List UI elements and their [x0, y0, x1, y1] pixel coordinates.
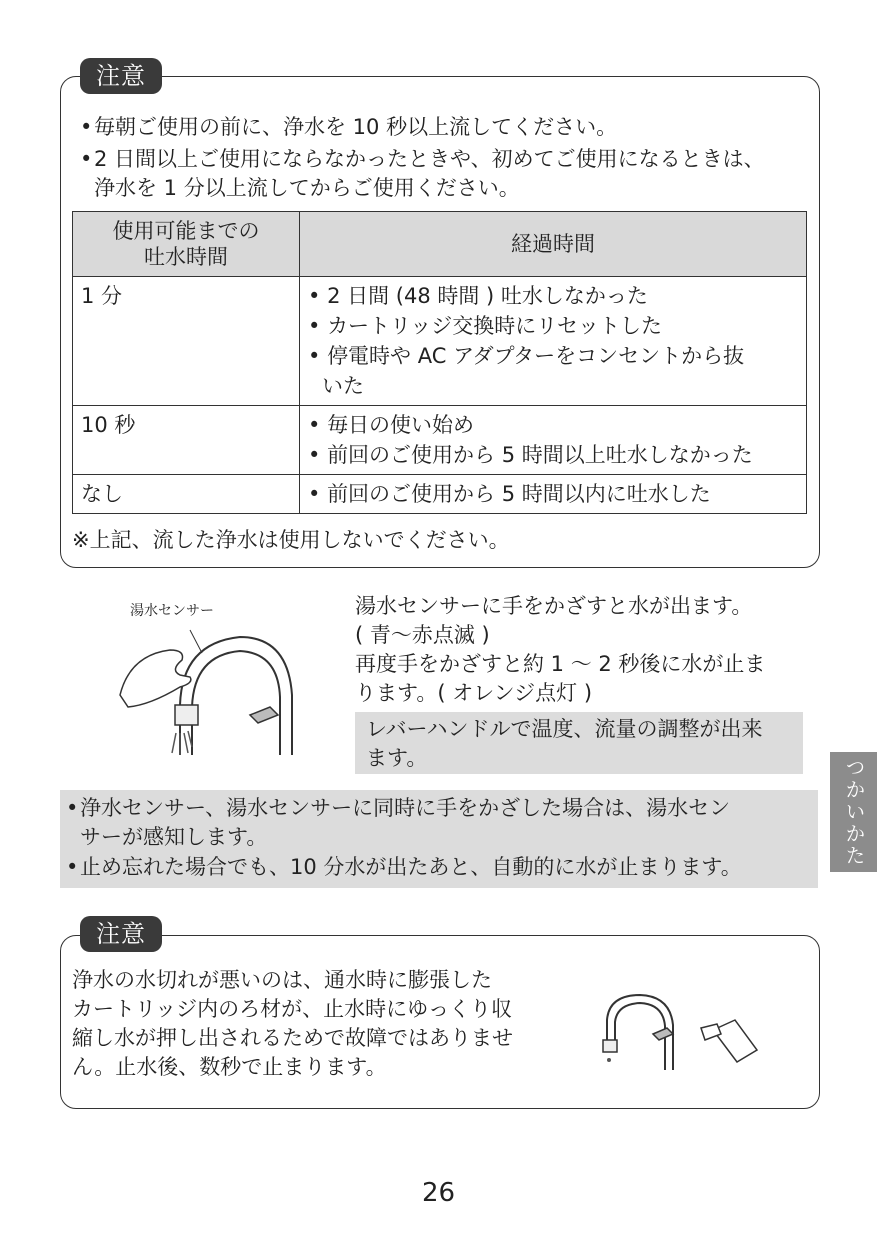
- table-header-time: 使用可能までの 吐水時間: [73, 212, 300, 277]
- table-cell-items: • 前回のご使用から 5 時間以内に吐水した: [300, 475, 807, 514]
- lever-note-2: ます。: [366, 746, 428, 770]
- caution2-line-1: 浄水の水切れが悪いのは、通水時に膨張した: [72, 968, 492, 992]
- table-row: [73, 277, 807, 406]
- sensor-label: 湯水センサー: [130, 603, 214, 619]
- table-cell-time: 10 秒: [73, 406, 300, 475]
- faucet-hand-illustration: [110, 615, 310, 765]
- sensor-desc-2: ( 青～赤点滅 ): [355, 623, 490, 647]
- caution1-bullet-2-cont: 浄水を 1 分以上流してからご使用ください。: [94, 176, 520, 200]
- page-number: 26: [421, 1178, 456, 1208]
- elapsed-time-table: [72, 211, 807, 514]
- sensor-desc-1: 湯水センサーに手をかざすと水が出ます。: [355, 594, 753, 618]
- caution-tag-2: 注意: [80, 916, 162, 952]
- caution1-bullet-2: •2 日間以上ご使用にならなかったときや、初めてご使用になるときは、: [80, 147, 765, 171]
- table-cell-time: なし: [73, 475, 300, 514]
- caution2-line-2: カートリッジ内のろ材が、止水時にゆっくり収: [72, 997, 512, 1021]
- sensor-desc-4: ります。( オレンジ点灯 ): [355, 681, 593, 705]
- table-row: [73, 406, 807, 475]
- notes-bullet-1-cont: サーが感知します。: [80, 825, 268, 849]
- lever-note-1: レバーハンドルで温度、流量の調整が出来: [366, 717, 763, 741]
- caution2-line-4: ん。止水後、数秒で止まります。: [72, 1055, 387, 1079]
- table-header-elapsed: 経過時間: [300, 212, 807, 277]
- caution1-bullet-1: •毎朝ご使用の前に、浄水を 10 秒以上流してください。: [80, 115, 618, 139]
- caution1-note: ※上記、流した浄水は使用しないでください。: [72, 528, 510, 552]
- caution-tag-1: 注意: [80, 58, 162, 94]
- faucet-cartridge-illustration: [595, 990, 770, 1080]
- table-cell-items: • 毎日の使い始め • 前回のご使用から 5 時間以上吐水しなかった: [300, 406, 807, 475]
- notes-bullet-2: •止め忘れた場合でも、10 分水が出たあと、自動的に水が止まります。: [66, 855, 742, 879]
- table-header-row: [73, 212, 807, 277]
- side-tab: つかいかた: [830, 752, 877, 872]
- notes-bullet-1: •浄水センサー、湯水センサーに同時に手をかざした場合は、湯水セン: [66, 796, 731, 820]
- sensor-desc-3: 再度手をかざすと約 1 ～ 2 秒後に水が止ま: [355, 652, 766, 676]
- table-cell-time: 1 分: [73, 277, 300, 406]
- table-row: [73, 475, 807, 514]
- table-cell-items: • 2 日間 (48 時間 ) 吐水しなかった • カートリッジ交換時にリセットした • 停電時や AC アダプターをコンセントから抜 いた: [300, 277, 807, 406]
- caution2-line-3: 縮し水が押し出されるためで故障ではありませ: [72, 1026, 513, 1050]
